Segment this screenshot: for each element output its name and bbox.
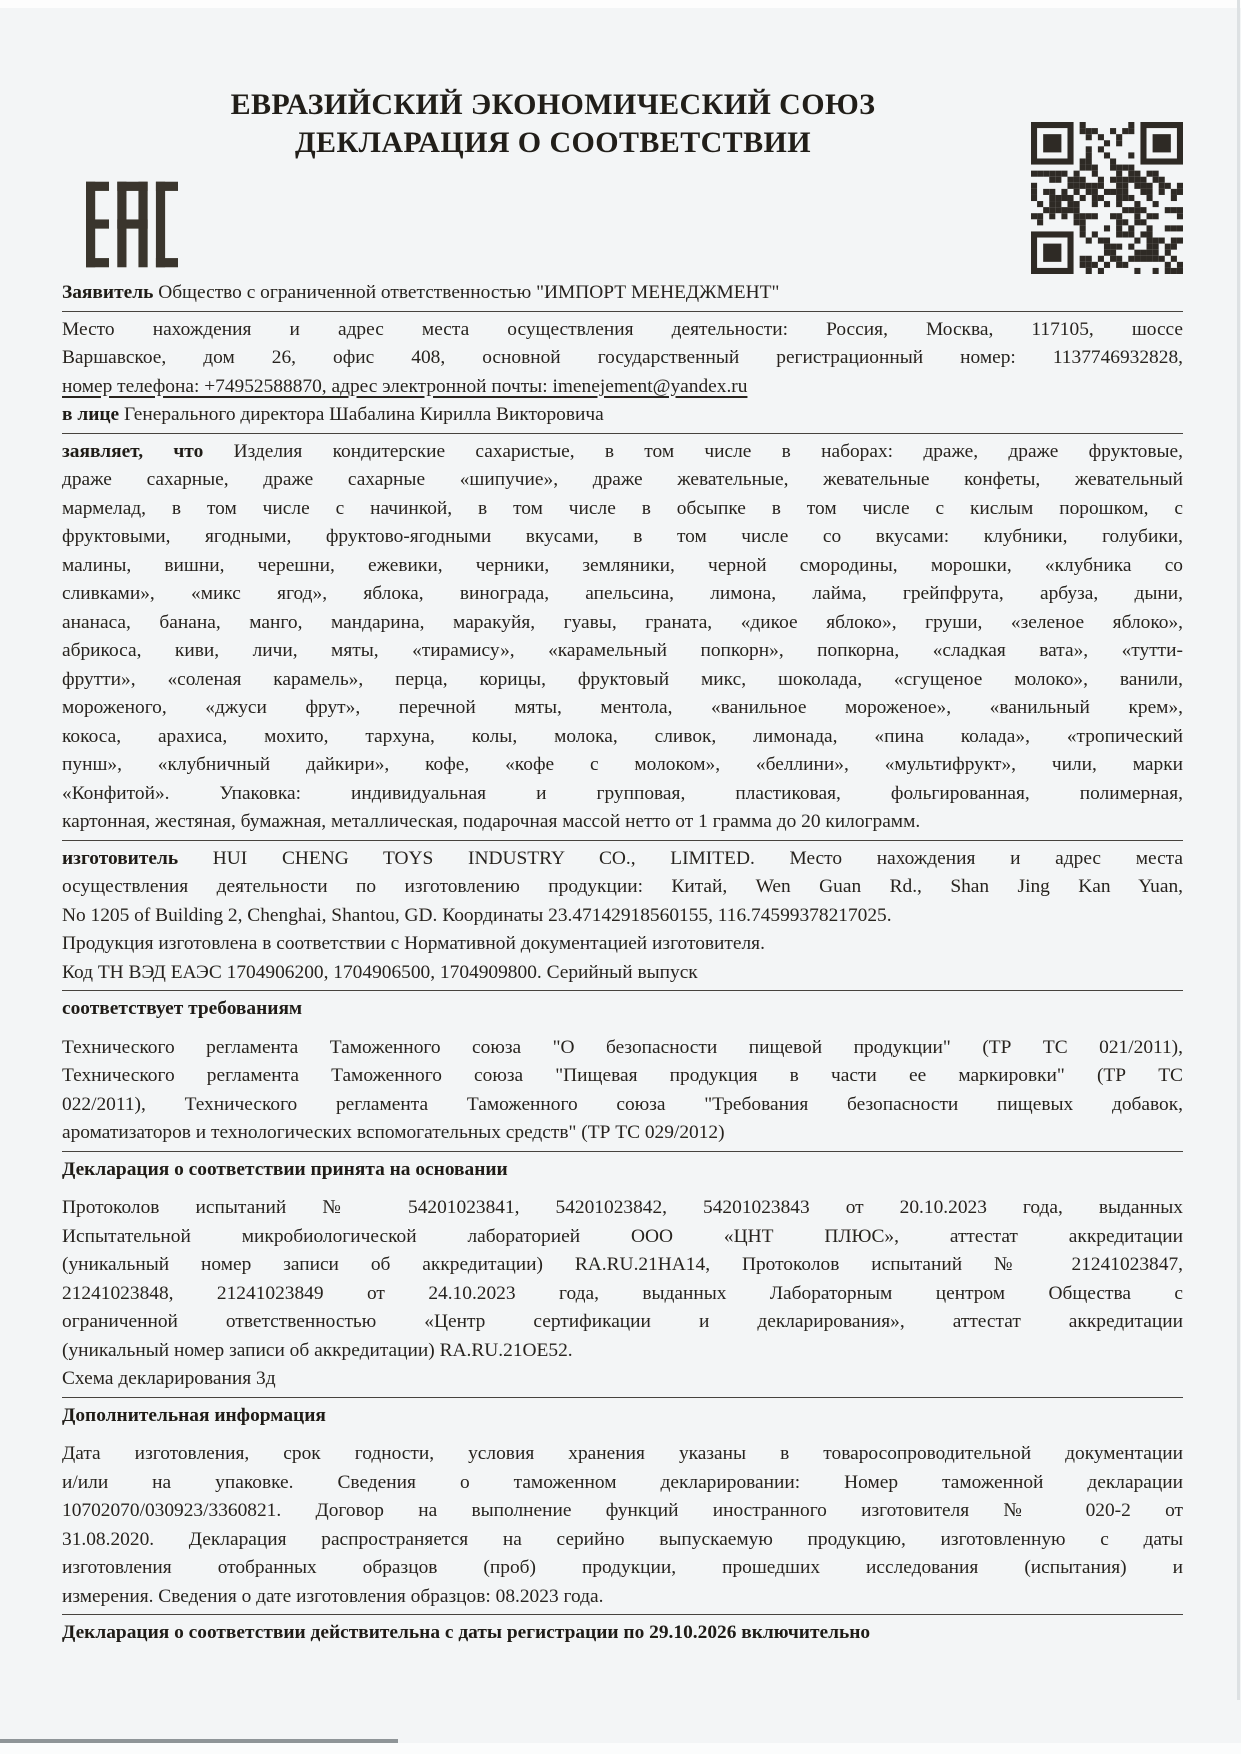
text-line: пунш», «клубничный дайкири», кофе, «кофе с молоком», «беллини», «мультифрукт», чили, марки (62, 754, 1183, 775)
text-line: фруктовыми, ягодными, фруктово-ягодными вкусами, в том числе со вкусами: клубники, голубики, (62, 526, 1183, 547)
title-line-union: ЕВРАЗИЙСКИЙ ЭКОНОМИЧЕСКИЙ СОЮЗ (230, 88, 876, 121)
conforms-heading (62, 995, 1183, 1024)
text-line: Протоколов испытаний № 54201023841, 54201023842, 54201023843 от 20.10.2023 года, выданных (62, 1197, 1183, 1218)
validity (62, 1619, 1183, 1648)
text-line: картонная, жестяная, бумажная, металлическая, подарочная массой нетто от 1 грамма до 20 килограмм. (62, 811, 921, 832)
text-line: Декларация о соответствии действительна с даты регистрации по 29.10.2026 включительно (62, 1622, 871, 1643)
text-line: Варшавское, дом 26, офис 408, основной государственный регистрационный номер: 1137746932828, (62, 347, 1183, 368)
document-title (112, 86, 994, 162)
test-protocols (62, 1194, 1183, 1394)
applicant-address (62, 316, 1183, 402)
document-header (0, 0, 1241, 279)
text-line: заявляет, что Изделия кондитерские сахаристые, в том числе в наборах: драже, драже фруктовые, (62, 440, 1183, 462)
eac-logo-icon (86, 178, 178, 276)
scan-bottom-strip (0, 1743, 1241, 1754)
text-line: номер телефона: +74952588870, адрес электронной почты: imenejement@yandex.ru (62, 375, 748, 397)
text-line: (уникальный номер записи об аккредитации) RA.RU.21HA14, Протоколов испытаний № 21241023847, (62, 1254, 1183, 1275)
text-line: Место нахождения и адрес места осуществления деятельности: Россия, Москва, 117105, шоссе (62, 318, 1183, 340)
qr-code (1031, 122, 1183, 274)
text-line: Декларация о соответствии принята на основании (62, 1158, 508, 1180)
text-line: Дата изготовления, срок годности, условия хранения указаны в товаросопроводительной документации (62, 1443, 1183, 1464)
text-line: 31.08.2020. Декларация распространяется на серийно выпускаемую продукцию, изготовленную с даты (62, 1528, 1183, 1550)
manufacturer (62, 845, 1183, 988)
text-line: 21241023848, 21241023849 от 24.10.2023 года, выданных Лабораторным центром Общества с (62, 1282, 1183, 1304)
applicant (62, 279, 1183, 308)
text-line: Код ТН ВЭД ЕАЭС 1704906200, 1704906500, 1704909800. Серийный выпуск (62, 961, 698, 983)
text-line: Технического регламента Таможенного союза "Пищевая продукция в части ее маркировки" (ТР ТС (62, 1065, 1183, 1086)
additional-info (62, 1440, 1183, 1611)
section-divider (62, 433, 1183, 434)
represented-by (62, 401, 1183, 430)
text-line: мороженого, «джуси фрут», перечной мяты, ментола, «ванильное мороженое», «ванильный крем», (62, 697, 1183, 718)
text-line: соответствует требованиям (62, 998, 303, 1019)
section-divider (62, 311, 1183, 312)
section-divider (62, 1151, 1183, 1152)
section-divider (62, 1397, 1183, 1398)
scan-edge-right (1237, 0, 1240, 1700)
text-line: Технического регламента Таможенного союза "О безопасности пищевой продукции" (ТР ТС 021/2011), (62, 1036, 1183, 1058)
technical-regulations (62, 1034, 1183, 1148)
product-statement (62, 438, 1183, 837)
text-line: ананаса, банана, манго, мандарина, маракуйя, гуавы, граната, «дикое яблоко», груши, «зеленое яблоко», (62, 611, 1183, 633)
text-line: изготовления отобранных образцов (проб) продукции, прошедших исследования (испытания) и (62, 1557, 1183, 1578)
basis-heading (62, 1156, 1183, 1185)
section-divider (62, 1614, 1183, 1615)
section-divider (62, 840, 1183, 841)
text-line: Дополнительная информация (62, 1404, 326, 1426)
text-line: кокоса, арахиса, мохито, тархуна, колы, молока, сливок, лимонада, «пина колада», «тропический (62, 725, 1183, 747)
text-line: 022/2011), Технического регламента Таможенного союза "Требования безопасности пищевых добавок, (62, 1093, 1183, 1115)
text-line: и/или на упаковке. Сведения о таможенном декларировании: Номер таможенной декларации (62, 1471, 1183, 1493)
text-line: осуществления деятельности по изготовлению продукции: Китай, Wen Guan Rd., Shan Jing Kan Yuan, (62, 876, 1183, 897)
text-line: No 1205 of Building 2, Chenghai, Shantou, GD. Координаты 23.47142918560155, 116.74599378217025. (62, 904, 892, 926)
title-line-declaration: ДЕКЛАРАЦИЯ О СООТВЕТСТВИИ (295, 126, 811, 159)
additional-info-heading (62, 1402, 1183, 1431)
document-body (0, 279, 1241, 1648)
section-divider (62, 990, 1183, 991)
text-line: «Конфитой». Упаковка: индивидуальная и групповая, пластиковая, фольгированная, полимерная, (62, 782, 1183, 804)
text-line: абрикоса, киви, личи, мяты, «тирамису», «карамельный попкорн», попкорна, «сладкая вата», «тутти- (62, 640, 1183, 661)
text-line: (уникальный номер записи об аккредитации) RA.RU.21OE52. (62, 1339, 573, 1361)
text-line: 10702070/030923/3360821. Договор на выполнение функций иностранного изготовителя № 020-2 от (62, 1500, 1183, 1521)
text-line: малины, вишни, черешни, ежевики, черники, земляники, черной смородины, морошки, «клубника со (62, 554, 1183, 576)
text-line: мармелад, в том числе с начинкой, в том числе в обсыпке в том числе с кислым порошком, с (62, 497, 1183, 519)
text-line: Схема декларирования 3д (62, 1368, 276, 1389)
text-line: драже сахарные, драже сахарные «шипучие», драже жевательные, жевательные конфеты, жевательный (62, 469, 1183, 490)
text-line: ограниченной ответственностью «Центр сертификации и декларирования», аттестат аккредитации (62, 1311, 1183, 1332)
text-line: ароматизаторов и технологических вспомогательных средств" (ТР ТС 029/2012) (62, 1122, 725, 1143)
text-line: Продукция изготовлена в соответствии с Нормативной документацией изготовителя. (62, 933, 765, 954)
text-line: в лице Генерального директора Шабалина Кирилла Викторовича (62, 404, 604, 425)
text-line: измерения. Сведения о дате изготовления образцов: 08.2023 года. (62, 1585, 604, 1607)
text-line: Испытательной микробиологической лабораторией ООО «ЦНТ ПЛЮС», аттестат аккредитации (62, 1225, 1183, 1247)
text-line: изготовитель HUI CHENG TOYS INDUSTRY CO., LIMITED. Место нахождения и адрес места (62, 847, 1183, 869)
text-line: Заявитель Общество с ограниченной ответственностью "ИМПОРТ МЕНЕДЖМЕНТ" (62, 282, 780, 303)
text-line: фрутти», «соленая карамель», перца, корицы, фруктовый микс, шоколада, «сгущеное молоко», ванили, (62, 668, 1183, 690)
text-line: сливками», «микс ягод», яблока, винограда, апельсина, лимона, лайма, грейпфрута, арбуза, дыни, (62, 583, 1183, 604)
